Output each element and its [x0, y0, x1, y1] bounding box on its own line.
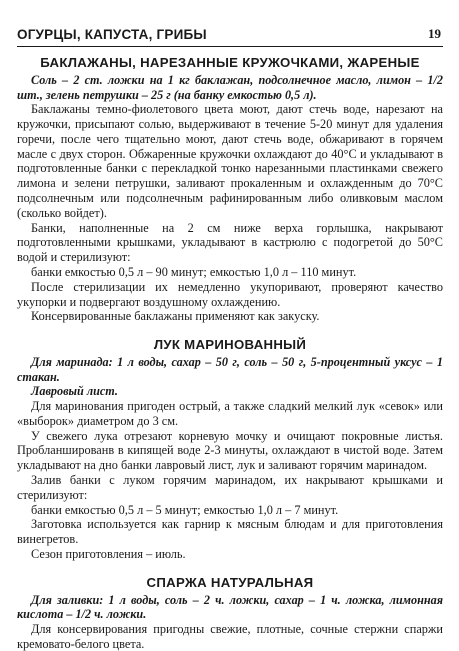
running-title: ОГУРЦЫ, КАПУСТА, ГРИБЫ — [17, 27, 207, 42]
paragraph: банки емкостью 0,5 л – 90 минут; емкостью 1,0 л – 110 минут. — [31, 264, 357, 279]
section-title: СПАРЖА НАТУРАЛЬНАЯ — [146, 574, 314, 590]
paragraph: Заготовка используется как гарнир к мясным блюдам и для приготовления винегретов. — [17, 517, 443, 547]
page-number: 19 — [428, 26, 441, 41]
paragraph: Залив банки с луком горячим маринадом, их накрывают крышками и стерилизуют: — [17, 472, 443, 502]
paragraph: банки емкостью 0,5 л – 5 минут; емкостью 1,0 л – 7 минут. — [31, 502, 339, 517]
ingredients-line: Для маринада: 1 л воды, сахар – 50 г, соль – 50 г, 5-процентный уксус – 1 стакан. — [17, 355, 443, 384]
paragraph: Консервированные баклажаны применяют как закуску. — [31, 309, 320, 324]
recipe-section-onion — [17, 337, 443, 562]
ingredients-line: Соль – 2 ст. ложки на 1 кг баклажан, подсолнечное масло, лимон – 1/2 шт., зелень петрушки – 25 г (на банку емкостью 0,5 л). — [17, 73, 443, 102]
page-header — [17, 0, 443, 42]
recipe-section-eggplant — [17, 55, 443, 324]
paragraph: После стерилизации их немедленно укупоривают, проверяют качество укупорки и подвергают воздушному охлаждению. — [17, 279, 443, 309]
paragraph: Сезон приготовления – июль. — [31, 546, 186, 561]
ingredients-subline: Лавровый лист. — [31, 384, 118, 399]
ingredients-line: Для заливки: 1 л воды, соль – 2 ч. ложки, сахар – 1 ч. ложка, лимонная кислота – 1/2 ч. ложки. — [17, 592, 443, 622]
section-title: БАКЛАЖАНЫ, НАРЕЗАННЫЕ КРУЖОЧКАМИ, ЖАРЕНЫЕ — [40, 55, 420, 70]
header-rule — [17, 46, 443, 47]
section-title: ЛУК МАРИНОВАННЫЙ — [153, 337, 307, 353]
paragraph: Для маринования пригоден острый, а также сладкий мелкий лук «севок» или «выборок» диаметром до 3 см. — [17, 398, 443, 428]
paragraph: Для консервирования пригодны свежие, плотные, сочные стержни спаржи кремовато-белого цвета. — [17, 621, 443, 651]
paragraph: Банки, наполненные на 2 см ниже верха горлышка, накрывают подготовленными крышками, укладывают в кастрюлю с подогретой до 50°С водой и стерилизуют: — [17, 220, 443, 265]
paragraph: У свежего лука отрезают корневую мочку и очищают покровные листья. Пробланшированв в кипящей воде 2-3 минуты, охлаждают в чистой воде. Затем укладывают на дно банки лавровый лист, лук и заливают горячим маринадом. — [17, 428, 443, 473]
paragraph: Баклажаны темно-фиолетового цвета моют, дают стечь воде, нарезают на кружочки, присыпают солью, выдерживают в течение 5-20 минут для удаления горечи, после чего тщательно моют, дают стечь воде, обжаривают в горячем масле с двух сторон. Обжаренные кружочки охлаждают до 40°С и укладывают в подготовленные банки с перекладкой тонко нарезанными пластинками свежего лимона и зелени петрушки, заливают прокаленным и охлажденным до 70°С подсолнечным или подсолнечным рафинированным либо оливковым маслом (сколько войдет). — [17, 102, 443, 220]
